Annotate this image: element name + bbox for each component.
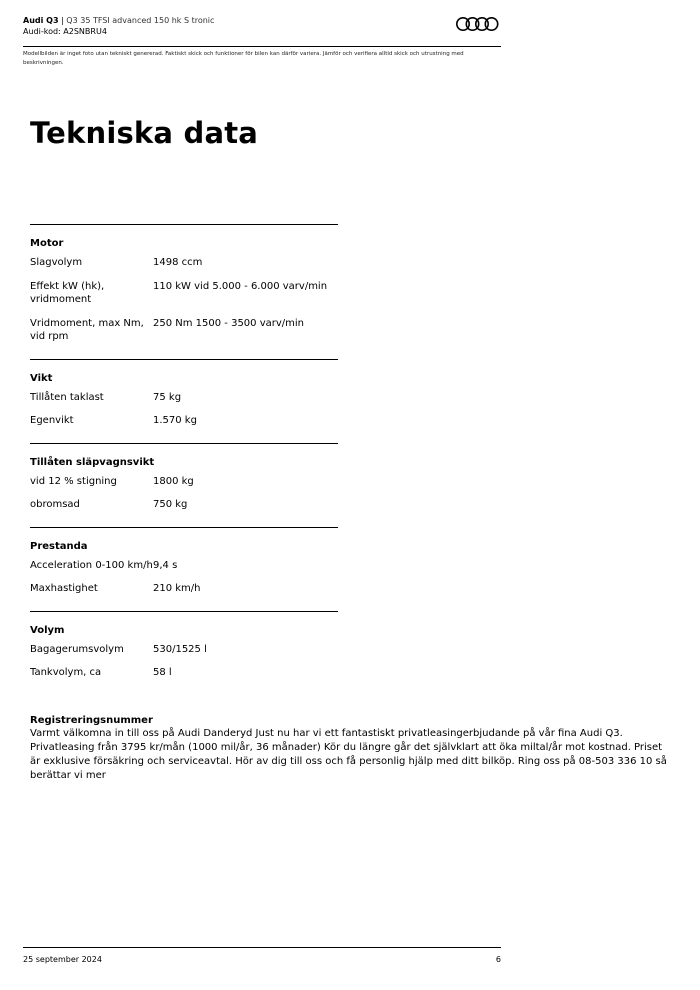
spec-value: 210 km/h — [153, 583, 201, 594]
spec-row — [30, 643, 338, 657]
spec-label: Tillåten taklast — [30, 391, 104, 403]
section-title: Volym — [30, 624, 65, 636]
spec-row — [30, 582, 338, 596]
spec-row — [30, 317, 338, 344]
header-model-line — [23, 15, 501, 26]
spec-section-volym — [30, 611, 338, 680]
audi-rings-logo — [455, 16, 501, 32]
spec-row — [30, 280, 338, 307]
registration-block — [30, 714, 675, 783]
spec-row — [30, 256, 338, 270]
spec-section-vikt — [30, 359, 338, 428]
section-title: Tillåten släpvagnsvikt — [30, 456, 155, 468]
spec-label: obromsad — [30, 499, 80, 510]
spec-label: Effekt kW (hk), vridmoment — [30, 280, 105, 305]
spec-section-prestanda — [30, 527, 338, 596]
spec-row — [30, 475, 338, 489]
spec-value: 1.570 kg — [153, 415, 197, 426]
spec-value: 1498 ccm — [153, 257, 203, 268]
spec-row — [30, 498, 338, 512]
spec-label: Acceleration 0-100 km/h — [30, 559, 153, 571]
spec-label: Bagagerumsvolym — [30, 643, 124, 655]
section-title: Motor — [30, 238, 64, 249]
model-variant: Q3 35 TFSI advanced 150 hk S tronic — [66, 16, 215, 25]
spec-table — [30, 224, 338, 695]
audi-code: Audi-kod: A2SNBRU4 — [23, 27, 107, 36]
section-title: Vikt — [30, 372, 53, 384]
spec-row — [30, 391, 338, 405]
spec-value: 110 kW vid 5.000 - 6.000 varv/min — [153, 280, 328, 292]
spec-value: 530/1525 l — [153, 643, 207, 655]
spec-value: 58 l — [153, 667, 172, 678]
spec-section-slapvagnsvikt — [30, 443, 338, 512]
spec-row — [30, 559, 338, 573]
registration-title: Registreringsnummer — [30, 715, 153, 726]
spec-label: Tankvolym, ca — [30, 667, 102, 678]
spec-label: Vridmoment, max Nm, vid rpm — [30, 317, 144, 342]
spec-value: 75 kg — [153, 391, 182, 403]
footer-date: 25 september 2024 — [23, 955, 102, 964]
section-title: Prestanda — [30, 540, 88, 552]
registration-text: Varmt välkomna in till oss på Audi Danderyd Just nu har vi ett fantastiskt privatleasingerbjudande på vår fina Audi Q3. Privatleasing från 3795 kr/mån (1000 mil/år, 36 månader) Kör du längre går det självklart att öka miltal/år mot kostnad. Priset är exklusive försäkring och serviceavtal. Hör av dig till oss och få personlig hjälp med ditt bilköp. Ring oss på 08-503 336 10 så berättar vi mer — [30, 728, 667, 781]
spec-label: vid 12 % stigning — [30, 475, 117, 487]
header-divider — [23, 46, 501, 47]
spec-value: 250 Nm 1500 - 3500 varv/min — [153, 317, 305, 329]
spec-value: 1800 kg — [153, 475, 194, 487]
spec-row — [30, 414, 338, 428]
spec-label: Egenvikt — [30, 415, 74, 426]
page-number: 6 — [495, 955, 501, 964]
page-title: Tekniska data — [30, 116, 259, 150]
spec-value: 750 kg — [153, 499, 188, 510]
disclaimer-text: Modellbilden är inget foto utan tekniskt genererad. Faktiskt skick och funktioner för bilen kan därför variera. Jämför och verifiera alltid skick och utrustning med beskrivningen. — [23, 51, 464, 66]
spec-row — [30, 666, 338, 680]
page-header — [23, 15, 501, 37]
model-name: Audi Q3 — [23, 16, 59, 25]
footer-divider — [23, 947, 501, 948]
header-separator: | — [58, 16, 67, 25]
spec-section-motor — [30, 224, 338, 344]
spec-label: Maxhastighet — [30, 583, 98, 594]
spec-value: 9,4 s — [153, 559, 178, 571]
spec-label: Slagvolym — [30, 257, 83, 268]
